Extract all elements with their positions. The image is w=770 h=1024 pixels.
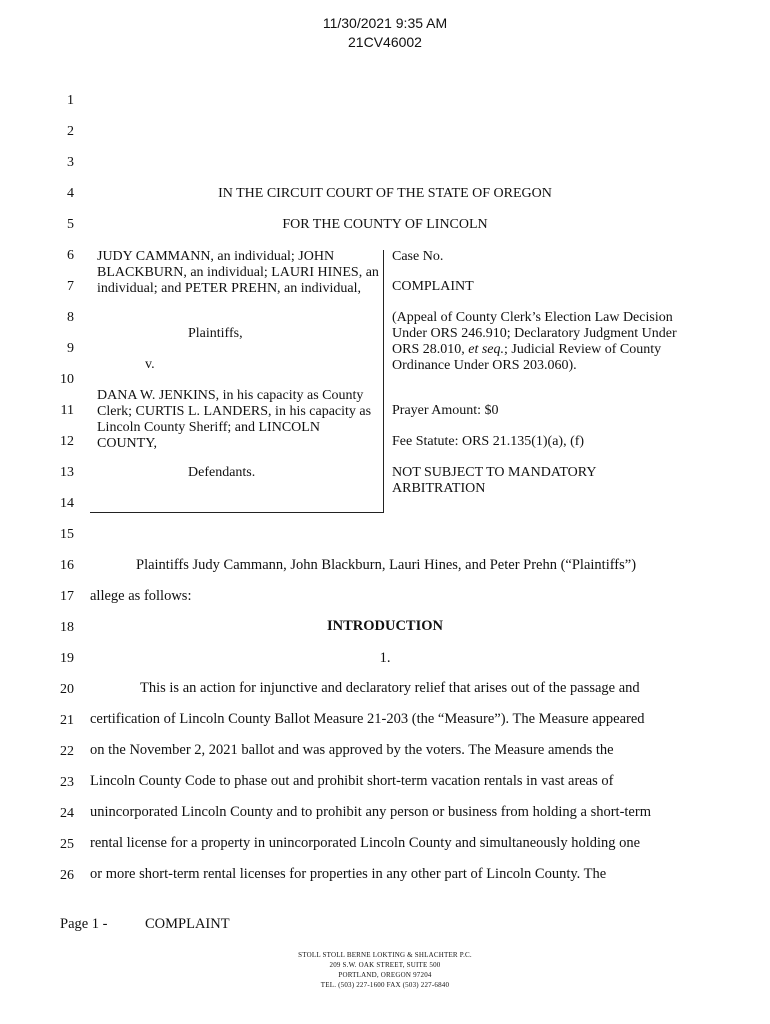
plaintiffs-names: JUDY CAMMANN, an individual; JOHN BLACKBURN, an individual; LAURI HINES, an individual; and PETER PREHN, an individual, (97, 249, 379, 296)
section-heading: INTRODUCTION (326, 618, 443, 634)
line-number: 19 (60, 651, 74, 666)
intro-line-2: allege as follows: (90, 588, 192, 604)
paragraph-number: 1. (379, 650, 391, 666)
paragraph-line: certification of Lincoln County Ballot Measure 21-203 (the “Measure”). The Measure appeared (90, 711, 645, 727)
paragraph-line: on the November 2, 2021 ballot and was approved by the voters. The Measure amends the (90, 742, 614, 758)
caption-divider-vertical (383, 250, 384, 513)
defendants-names: DANA W. JENKINS, in his capacity as County Clerk; CURTIS L. LANDERS, in his capacity as Lincoln County Sheriff; and LINCOLN COUNTY, (97, 388, 372, 451)
line-number: 22 (60, 744, 74, 759)
appeal-description: (Appeal of County Clerk’s Election Law Decision Under ORS 246.910; Declaratory Judgment Under ORS 28.010, et seq.; Judicial Review of County Ordinance Under ORS 203.060). (392, 310, 677, 373)
line-number: 13 (60, 465, 74, 480)
filing-timestamp: 11/30/2021 9:35 AM (322, 15, 448, 31)
line-number: 25 (60, 837, 74, 852)
paragraph-line: unincorporated Lincoln County and to prohibit any person or business from holding a short-term (90, 804, 651, 820)
line-number: 16 (60, 558, 74, 573)
line-number: 6 (67, 248, 74, 263)
paragraph-line: rental license for a property in unincorporated Lincoln County and simultaneously holding one (90, 835, 641, 851)
line-number: 15 (60, 527, 74, 542)
arbitration-notice: NOT SUBJECT TO MANDATORY ARBITRATION (392, 465, 596, 496)
line-number: 8 (67, 310, 74, 325)
line-number: 9 (67, 341, 74, 356)
line-number: 21 (60, 713, 74, 728)
line-number: 1 (67, 93, 74, 108)
line-number: 5 (67, 217, 74, 232)
line-number: 7 (67, 279, 74, 294)
firm-phone-fax: TEL. (503) 227-1600 FAX (503) 227-6840 (320, 981, 450, 989)
paragraph-line: This is an action for injunctive and declaratory relief that arises out of the passage and (140, 680, 640, 696)
paragraph-line: or more short-term rental licenses for properties in any other part of Lincoln County. The (90, 866, 607, 882)
line-number: 11 (60, 403, 74, 418)
defendants-label: Defendants. (188, 465, 256, 480)
plaintiffs-label: Plaintiffs, (188, 326, 243, 341)
case-number-stamp: 21CV46002 (348, 34, 422, 50)
line-number: 12 (60, 434, 74, 449)
firm-address-city: PORTLAND, OREGON 97204 (338, 971, 432, 979)
firm-address-street: 209 S.W. OAK STREET, SUITE 500 (329, 961, 441, 969)
line-number: 10 (60, 372, 74, 387)
line-number: 14 (60, 496, 74, 511)
line-number: 20 (60, 682, 74, 697)
document-type: COMPLAINT (392, 279, 474, 294)
case-number-label: Case No. (392, 249, 444, 264)
fee-statute: Fee Statute: ORS 21.135(1)(a), (f) (392, 434, 585, 449)
line-number: 4 (67, 186, 74, 201)
line-number: 17 (60, 589, 74, 604)
line-number: 23 (60, 775, 74, 790)
versus-label: v. (145, 357, 155, 372)
court-name: IN THE CIRCUIT COURT OF THE STATE OF OREGON (218, 186, 552, 201)
line-number: 26 (60, 868, 74, 883)
prayer-amount: Prayer Amount: $0 (392, 403, 499, 418)
line-number: 3 (67, 155, 74, 170)
caption-divider-horizontal (90, 512, 384, 513)
footer-title: COMPLAINT (145, 916, 230, 932)
court-county: FOR THE COUNTY OF LINCOLN (282, 217, 488, 232)
intro-line-1: Plaintiffs Judy Cammann, John Blackburn, Lauri Hines, and Peter Prehn (“Plaintiffs”) (136, 557, 637, 573)
line-number: 18 (60, 620, 74, 635)
line-number: 24 (60, 806, 74, 821)
line-number: 2 (67, 124, 74, 139)
paragraph-line: Lincoln County Code to phase out and prohibit short-term vacation rentals in vast areas of (90, 773, 614, 789)
page-number: Page 1 - (60, 916, 108, 932)
firm-name: STOLL STOLL BERNE LOKTING & SHLACHTER P.C. (298, 951, 472, 959)
